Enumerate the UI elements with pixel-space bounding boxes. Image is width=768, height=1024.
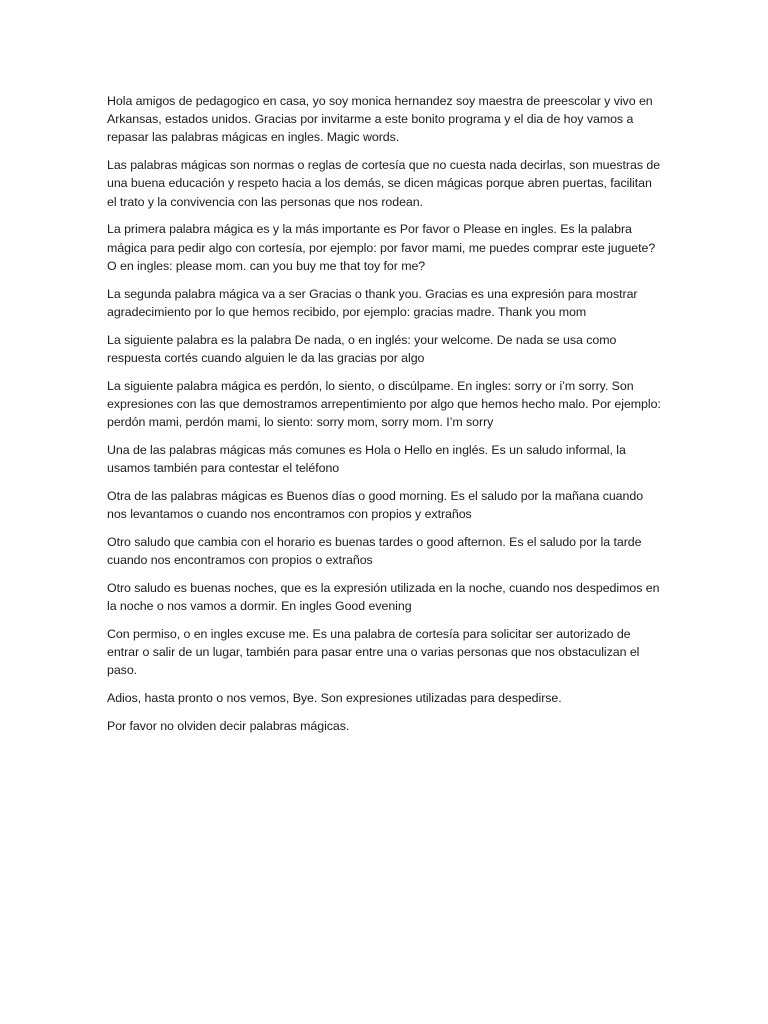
paragraph-con-permiso: Con permiso, o en ingles excuse me. Es una palabra de cortesía para solicitar ser autorizado de entrar o salir de un lugar, también para pasar entre una o varias personas que nos obstaculizan el paso. <box>107 626 640 678</box>
paragraph-buenos-dias: Otra de las palabras mágicas es Buenos días o good morning. Es el saludo por la mañana cuando nos levantamos o cuando nos encontramos con propios y extraños <box>107 488 644 522</box>
paragraph-buenas-tardes: Otro saludo que cambia con el horario es buenas tardes o good afternon. Es el saludo por la tarde cuando nos encontramos con propios o extraños <box>107 534 642 568</box>
paragraph-closing: Por favor no olviden decir palabras mágicas. <box>107 718 350 733</box>
paragraph-gracias: La segunda palabra mágica va a ser Gracias o thank you. Gracias es una expresión para mostrar agradecimiento por lo que hemos recibido, por ejemplo: gracias madre. Thank you mom <box>107 286 638 319</box>
paragraph-hola: Una de las palabras mágicas más comunes es Hola o Hello en inglés. Es un saludo informal, la usamos también para contestar el teléfono <box>107 442 626 476</box>
paragraph-buenas-noches: Otro saludo es buenas noches, que es la expresión utilizada en la noche, cuando nos despedimos en la noche o nos vamos a dormir. En ingles Good evening <box>107 580 660 614</box>
paragraph-adios: Adios, hasta pronto o nos vemos, Bye. Son expresiones utilizadas para despedirse. <box>107 691 562 706</box>
document-body <box>107 92 663 745</box>
paragraph-por-favor: La primera palabra mágica es y la más importante es Por favor o Please en ingles. Es la palabra mágica para pedir algo con cortesía, por ejemplo: por favor mami, me puedes comprar este juguete? O en ingles: please mom. can you buy me that toy for me? <box>107 222 656 273</box>
paragraph-definition: Las palabras mágicas son normas o reglas de cortesía que no cuesta nada decirlas, son muestras de una buena educación y respeto hacia a los demás, se dicen mágicas porque abren puertas, facilitan el trato y la convivencia con las personas que nos rodean. <box>107 158 661 209</box>
paragraph-de-nada: La siguiente palabra es la palabra De nada, o en inglés: your welcome. De nada se usa como respuesta cortés cuando alguien le da las gracias por algo <box>107 332 617 365</box>
paragraph-perdon: La siguiente palabra mágica es perdón, lo siento, o discúlpame. En ingles: sorry or i’m sorry. Son expresiones con las que demostramos arrepentimiento por algo que hemos hecho malo. Por ejemplo: perdón mami, perdón mami, lo siento: sorry mom, sorry mom. I’m sorry <box>107 378 661 430</box>
paragraph-intro: Hola amigos de pedagogico en casa, yo soy monica hernandez soy maestra de preescolar y vivo en Arkansas, estados unidos. Gracias por invitarme a este bonito programa y el dia de hoy vamos a repasar las palabras mágicas en ingles. Magic words. <box>107 94 653 145</box>
